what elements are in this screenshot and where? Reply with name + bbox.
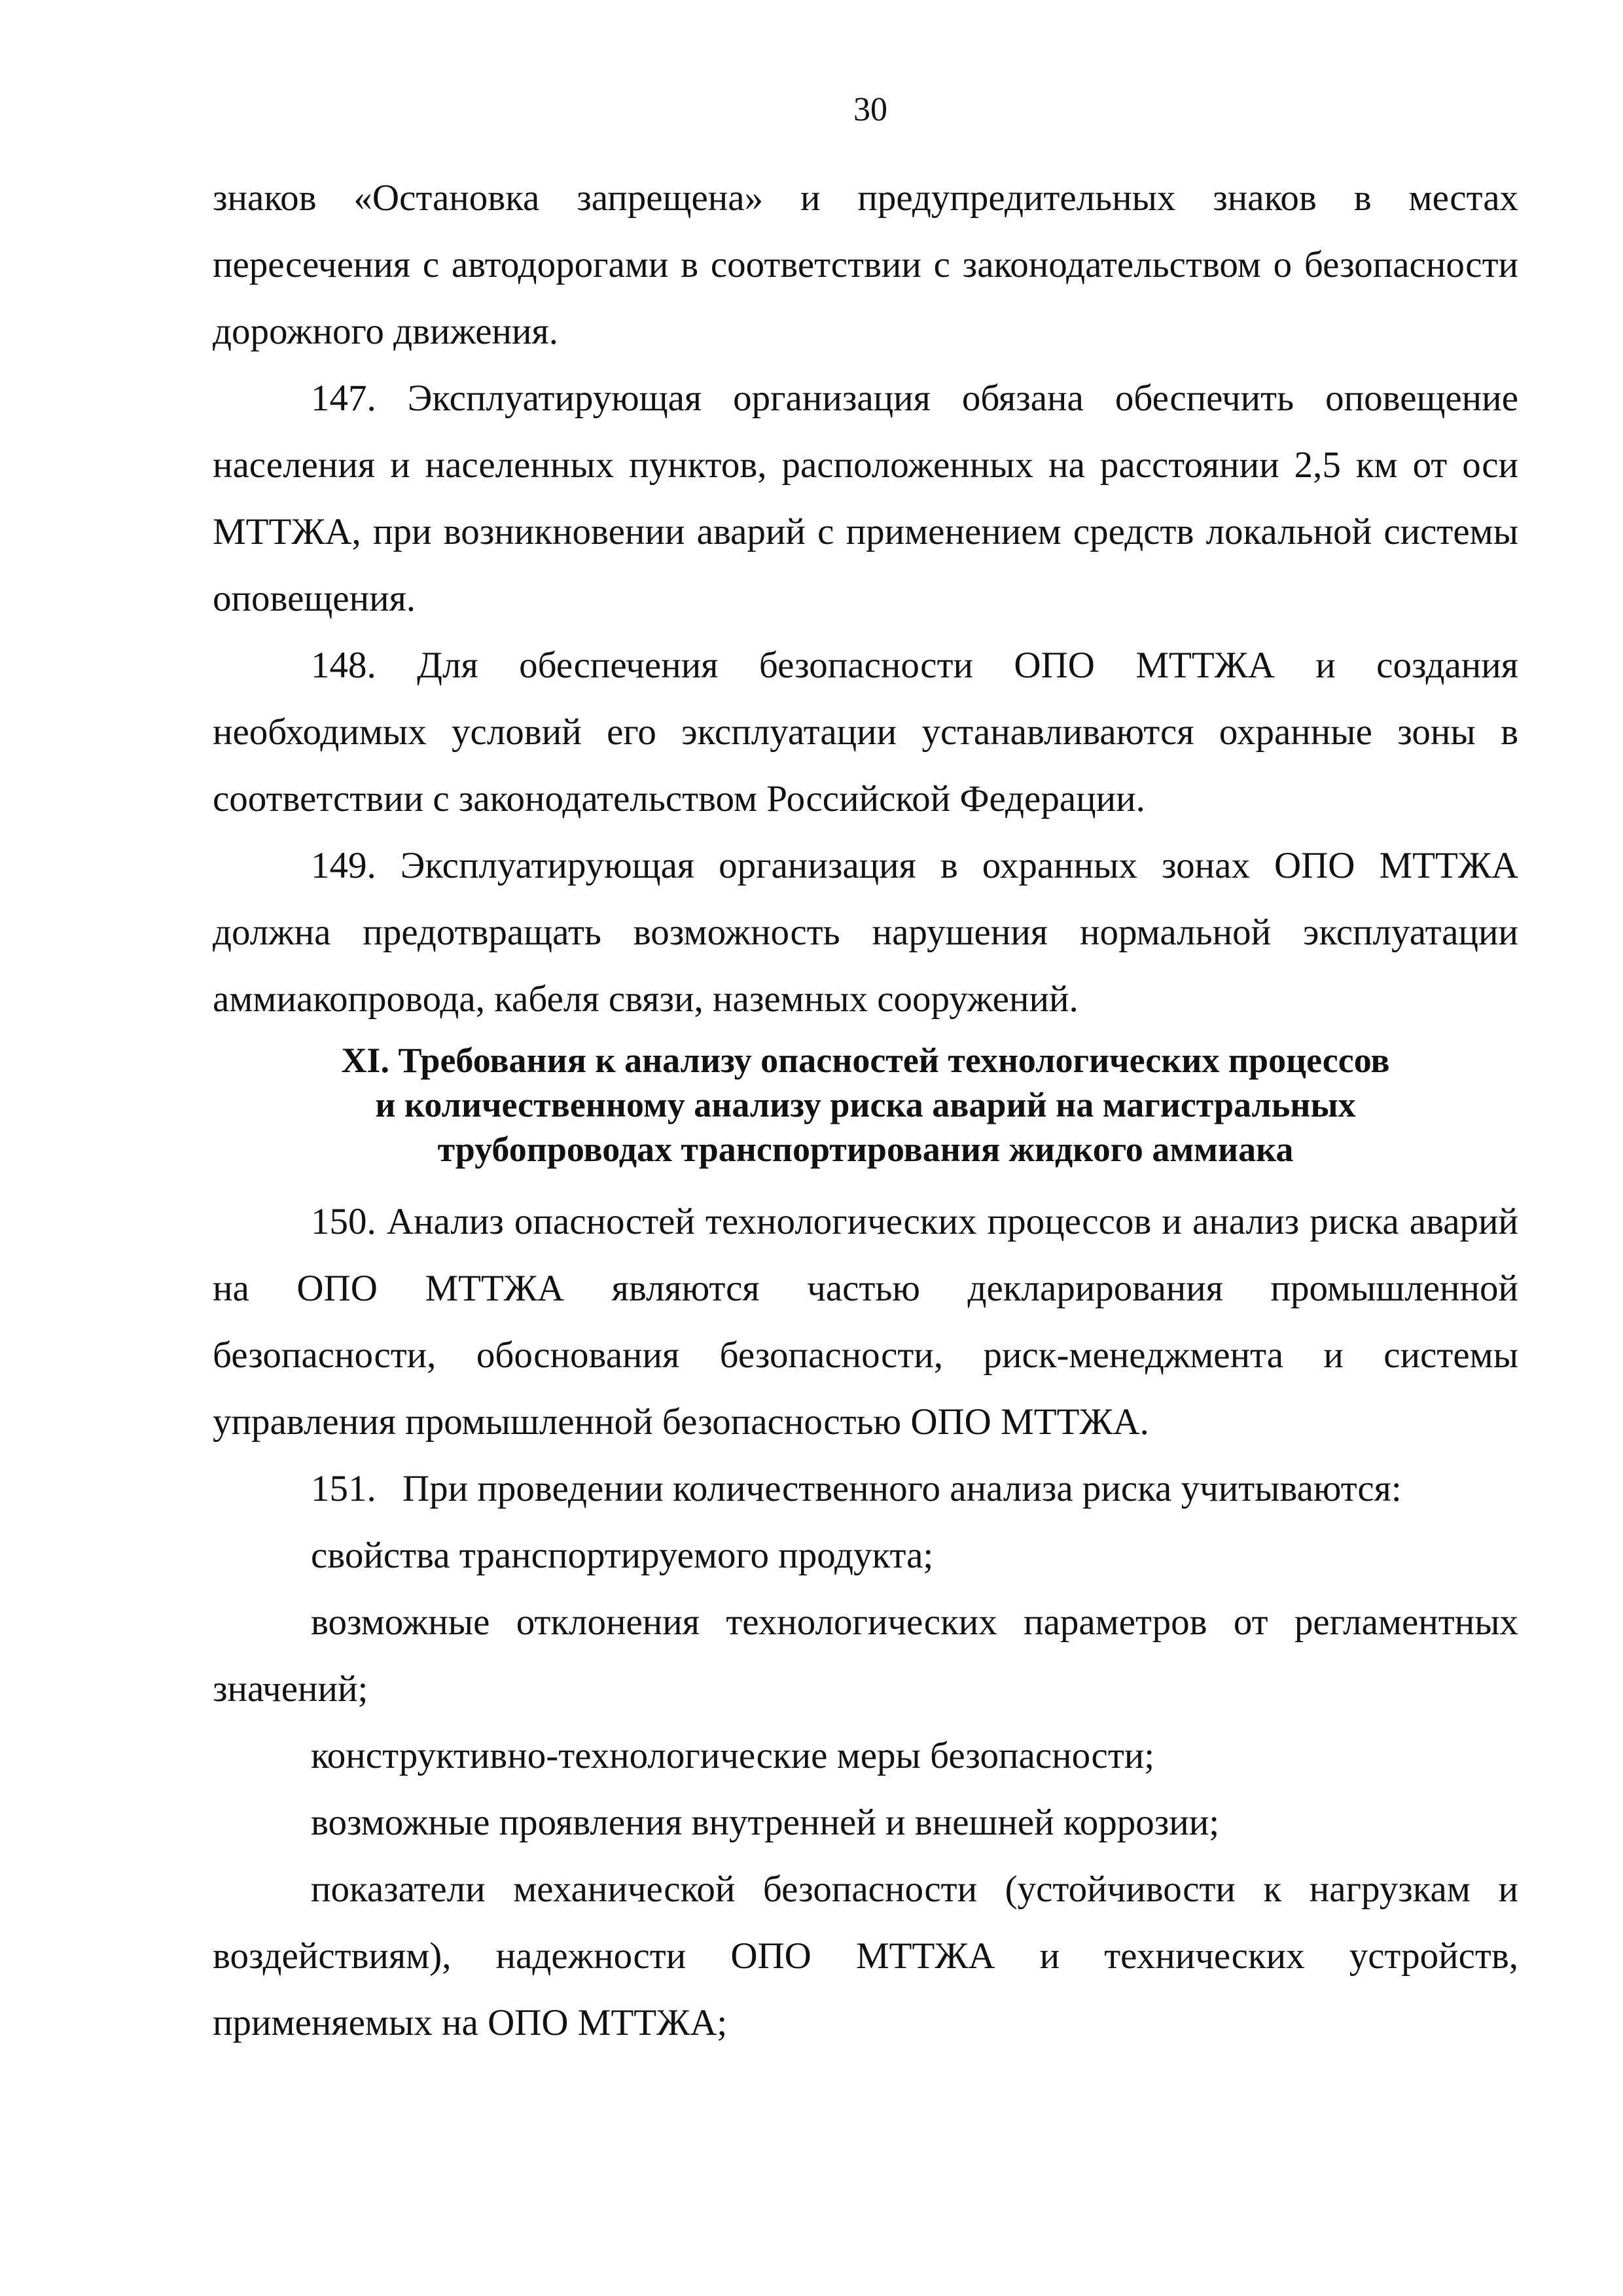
list-item: свойства транспортируемого продукта; xyxy=(311,1535,934,1576)
page-number: 30 xyxy=(853,91,887,128)
paragraph-continuation: знаков «Остановка запрещена» и предупредительных знаков в местах пересечения с автодорогами в соответствии с законодательством о безопасности дорожного движения. xyxy=(213,177,1518,352)
paragraph-147: 147. Эксплуатирующая организация обязана обеспечить оповещение населения и населенных пунктов, расположенных на расстоянии 2,5 км от оси МТТЖА, при возникновении аварий с применением средств локальной системы оповещения. xyxy=(213,378,1518,619)
paragraph-151-intro xyxy=(213,1456,1518,1522)
paragraph-151-text: При проведении количественного анализа риска учитываются: xyxy=(402,1468,1402,1509)
section-heading-line-3: трубопроводах транспортирования жидкого аммиака xyxy=(437,1130,1294,1169)
section-heading-line-2: и количественному анализу риска аварий на магистральных xyxy=(375,1085,1356,1124)
document-body xyxy=(213,165,1518,2056)
list-item: показатели механической безопасности (устойчивости к нагрузкам и воздействиям), надежности ОПО МТТЖА и технических устройств, применяемых на ОПО МТТЖА; xyxy=(213,1869,1518,2043)
list-item: возможные проявления внутренней и внешней коррозии; xyxy=(311,1802,1220,1843)
section-heading-line-1: XI. Требования к анализу опасностей технологических процессов xyxy=(341,1041,1390,1080)
list-item: конструктивно-технологические меры безопасности; xyxy=(311,1735,1155,1776)
section-heading-xi xyxy=(213,1038,1518,1172)
paragraph-151-number: 151. xyxy=(311,1468,376,1509)
paragraph-148: 148. Для обеспечения безопасности ОПО МТТЖА и создания необходимых условий его эксплуатации устанавливаются охранные зоны в соответствии с законодательством Российской Федерации. xyxy=(213,645,1518,819)
list-item: возможные отклонения технологических параметров от регламентных значений; xyxy=(213,1602,1518,1710)
paragraph-150: 150. Анализ опасностей технологических процессов и анализ риска аварий на ОПО МТТЖА являются частью декларирования промышленной безопасности, обоснования безопасности, риск-менеджмента и системы управления промышленной безопасностью ОПО МТТЖА. xyxy=(213,1201,1518,1443)
paragraph-149: 149. Эксплуатирующая организация в охранных зонах ОПО МТТЖА должна предотвращать возможность нарушения нормальной эксплуатации аммиакопровода, кабеля связи, наземных сооружений. xyxy=(213,845,1518,1020)
